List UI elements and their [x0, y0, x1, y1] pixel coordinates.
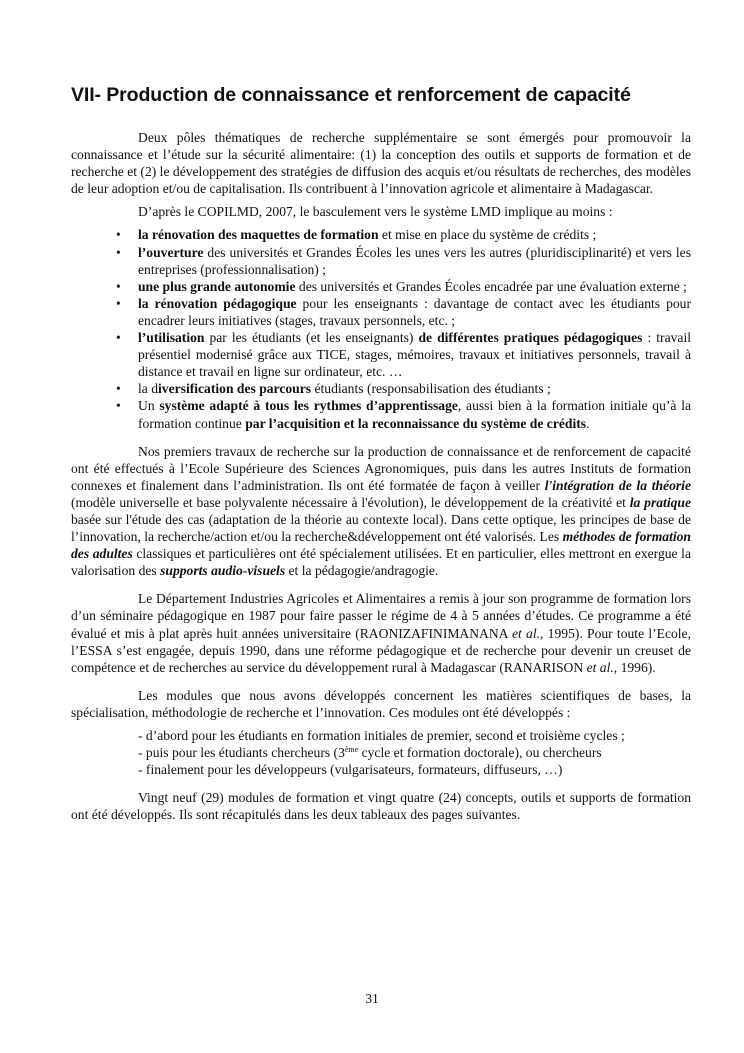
page-number: 31	[365, 991, 379, 1006]
list-item: • l’ouverture des universités et Grandes Écoles les unes vers les autres (pluridisciplinarité) et vers les entreprises (professionnalisation) ;	[116, 244, 691, 277]
lmd-bullet-list	[71, 226, 691, 431]
paragraph-summary: Vingt neuf (29) modules de formation et vingt quatre (24) concepts, outils et supports de formation ont été développés. Ils sont récapitulés dans les deux tableaux des pages suivantes.	[71, 790, 691, 823]
list-item: • l’utilisation par les étudiants (et les enseignants) de différentes pratiques pédagogiques : travail présentiel modernisé grâce aux TICE, stages, mémoires, travaux et initiatives personnels, travail à distance et travail en ligne sur ordinateur, etc. …	[116, 330, 692, 380]
bullet-icon: •	[116, 381, 121, 397]
paragraph-department: Le Département Industries Agricoles et Alimentaires a remis à jour son programme de formation lors d’un séminaire pédagogique en 1987 pour faire passer le régime de 4 à 5 années d’études. Ce programme a été évalué et mis à plat après huit années universitaire (RAONIZAFINIMANANA et al., 1995). Pour toute l’Ecole, l’ESSA s’est engagée, depuis 1990, dans une réforme pédagogique et de recherche pour devenir un creuset de compétence et de recherches au service du développement rural à Madagascar (RANARISON et al., 1996).	[71, 591, 691, 675]
paragraph-modules: Les modules que nous avons développés concernent les matières scientifiques de bases, la spécialisation, méthodologie de recherche et l’innovation. Ces modules ont été développés :	[71, 687, 691, 720]
bullet-icon: •	[116, 244, 121, 260]
modules-audience-list	[138, 727, 691, 778]
bullet-icon: •	[116, 295, 121, 311]
list-item: • la rénovation pédagogique pour les enseignants : davantage de contact avec les étudiants pour encadrer leurs initiatives (stages, travaux personnels, etc. ;	[116, 295, 691, 328]
list-item: - puis pour les étudiants chercheurs (3ème cycle et formation doctorale), ou chercheurs	[138, 745, 602, 761]
bullet-icon: •	[116, 330, 121, 346]
bullet-icon: •	[116, 227, 121, 243]
list-item: • la diversification des parcours étudiants (responsabilisation des étudiants ;	[116, 381, 551, 397]
bullet-icon: •	[116, 398, 121, 414]
list-item: • Un système adapté à tous les rythmes d’apprentissage, aussi bien à la formation initiale qu’à la formation continue par l’acquisition et la reconnaissance du système de crédits.	[116, 398, 692, 431]
section-title: VII- Production de connaissance et renforcement de capacité	[71, 84, 631, 106]
paragraph-research-work: Nos premiers travaux de recherche sur la production de connaissance et de renforcement de capacité ont été effectués à l’Ecole Supérieure des Sciences Agronomiques, puis dans les autres Instituts de formation connexes et finalement dans l’administration. Ils ont été formatée de façon à veiller l'intégration de la théorie (modèle universelle et base polyvalente nécessaire à l'évolution), le développement de la créativité et la pratique basée sur l'étude des cas (adaptation de la théorie au contexte local). Dans cette optique, les principes de base de l’innovation, la recherche/action et/ou la recherche&développement ont été valorisés. Les méthodes de formation des adultes classiques et particulières ont été spécialement utilisées. Et en particulier, elles mettront en exergue la valorisation des supports audio-visuels et la pédagogie/andragogie.	[71, 443, 691, 579]
paragraph-copilmd: D’après le COPILMD, 2007, le basculement vers le système LMD implique au moins :	[138, 204, 613, 220]
list-item: • une plus grande autonomie des universités et Grandes Écoles encadrée par une évaluation externe ;	[116, 278, 687, 294]
paragraph-intro: Deux pôles thématiques de recherche supplémentaire se sont émergés pour promouvoir la connaissance et l’étude sur la sécurité alimentaire: (1) la conception des outils et supports de formation et de recherche et (2) le développement des stratégies de diffusion des acquis et/ou résultats de recherches, des modèles de leur adoption et/ou de capitalisation. Ils contribuent à l’innovation agricole et alimentaire à Madagascar.	[71, 130, 691, 197]
list-item: - finalement pour les développeurs (vulgarisateurs, formateurs, diffuseurs, …)	[138, 762, 563, 778]
list-item: - d’abord pour les étudiants en formation initiales de premier, second et troisième cycles ;	[138, 728, 625, 743]
list-item: • la rénovation des maquettes de formation et mise en place du système de crédits ;	[116, 227, 597, 243]
bullet-icon: •	[116, 278, 121, 294]
